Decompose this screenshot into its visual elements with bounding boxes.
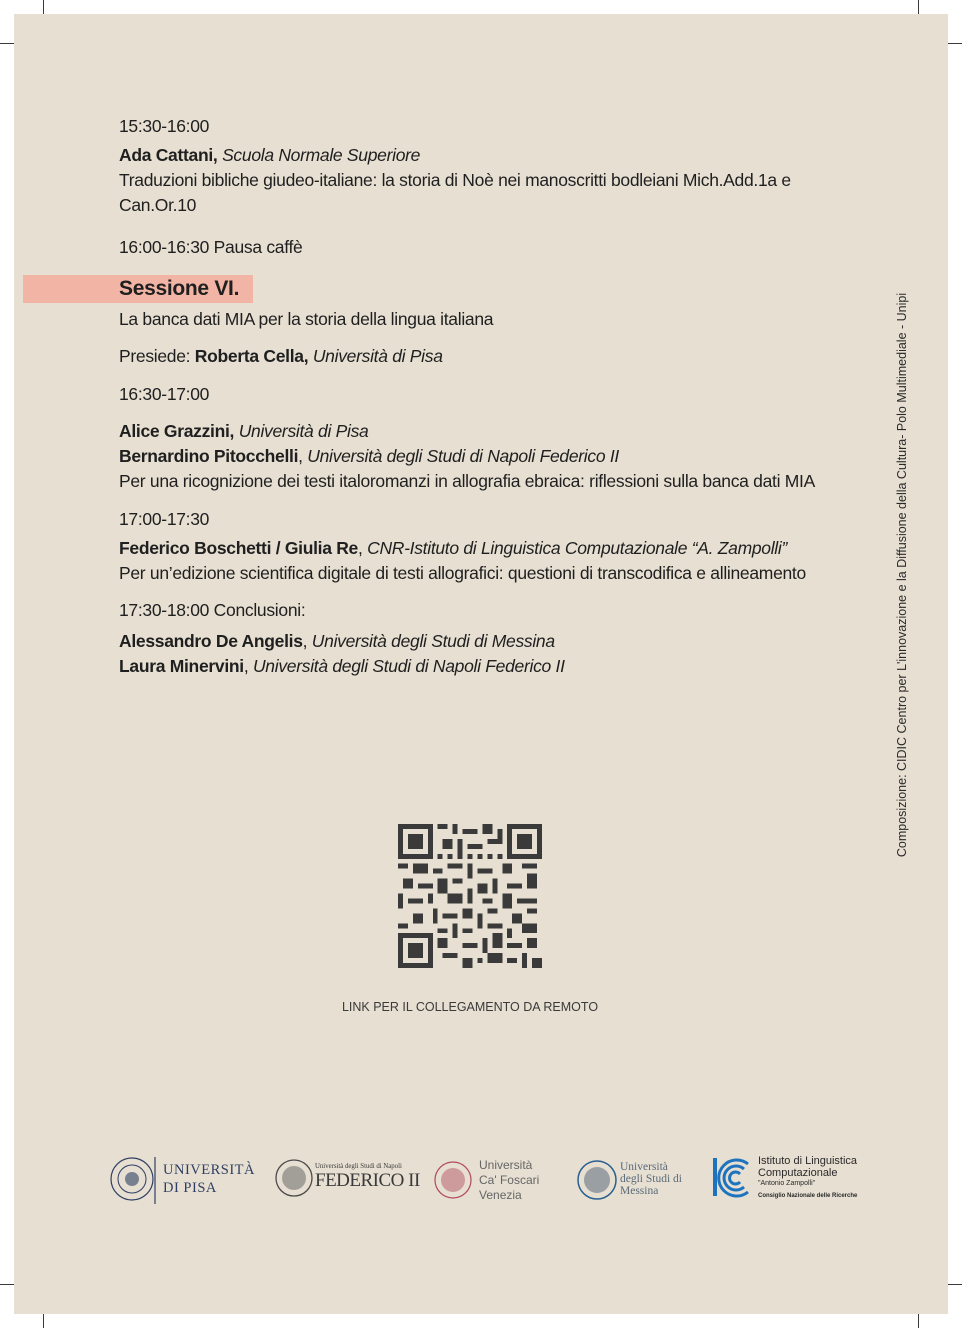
session-title: Sessione VI. (119, 277, 240, 300)
universita-di-pisa-logo (108, 1150, 258, 1210)
foscari-seal-icon (433, 1160, 473, 1200)
universita-di-messina-logo (576, 1150, 696, 1210)
messina-seal-icon (576, 1159, 618, 1201)
separator: , (298, 446, 303, 466)
messina-line3: Messina (620, 1185, 659, 1197)
speaker-name: Alice Grazzini, (119, 421, 235, 441)
separator: , (302, 631, 308, 651)
ilc-line3: "Antonio Zampolli" (758, 1180, 816, 1187)
chair-affiliation: Università di Pisa (312, 346, 443, 366)
speaker-affiliation: Università degli Studi di Napoli Federico II (307, 446, 619, 466)
ilc-cnr-logo (712, 1150, 862, 1210)
session-chair (119, 344, 443, 369)
messina-line2: degli Studi di (620, 1173, 682, 1185)
speaker-line (119, 444, 619, 469)
federico-big-text: FEDERICO II (315, 1170, 420, 1191)
pisa-name-line1: UNIVERSITÀ (163, 1162, 255, 1178)
federico-small-text: Università degli Studi di Napoli (315, 1163, 402, 1170)
ilc-line4: Consiglio Nazionale delle Ricerche (758, 1193, 858, 1199)
talk-title: Traduzioni bibliche giudeo-italiane: la storia di Noè nei manoscritti bodleiani Mich.Add.1a e (119, 170, 791, 190)
talk-title: Per una ricognizione dei testi italoromanzi in allografia ebraica: riflessioni sulla banca dati MIA (119, 471, 815, 491)
speaker-line (119, 536, 787, 561)
pisa-seal-icon (110, 1154, 158, 1204)
time-slot: 17:00-17:30 (119, 509, 210, 529)
talk-title: Per un’edizione scientifica digitale di testi allografici: questioni di transcodifica e allineamento (119, 563, 806, 583)
foscari-line2: Ca' Foscari (479, 1173, 540, 1187)
foscari-line1: Università (479, 1158, 533, 1172)
ca-foscari-logo (433, 1150, 543, 1210)
session-subtitle: La banca dati MIA per la storia della lingua italiana (119, 309, 494, 329)
time-slot: 17:30-18:00 Conclusioni: (119, 600, 306, 620)
pisa-name-line2: DI PISA (163, 1180, 217, 1196)
speaker-affiliation: Università degli Studi di Napoli Federico II (252, 656, 565, 676)
qr-caption: LINK PER IL COLLEGAMENTO DA REMOTO (341, 1000, 599, 1014)
separator: , (243, 656, 249, 676)
side-credit-text: Composizione: CIDIC Centro per L'innovazione e la Diffusione della Cultura- Polo Multimediale - Unipi (895, 292, 909, 858)
speaker-name: Federico Boschetti / Giulia Re (119, 538, 358, 558)
chair-name: Roberta Cella, (194, 346, 309, 366)
messina-line1: Università (620, 1161, 668, 1173)
chair-label: Presiede: (119, 346, 191, 366)
time-slot: 16:30-17:00 (119, 384, 210, 404)
speaker-name: Alessandro De Angelis (119, 631, 303, 651)
speaker-name: Ada Cattani, (119, 145, 218, 165)
speaker-line (119, 143, 420, 168)
speaker-affiliation: Università degli Studi di Messina (311, 631, 555, 651)
talk-title: Can.Or.10 (119, 195, 197, 215)
break-slot: 16:00-16:30 Pausa caffè (119, 237, 303, 257)
federico-ii-logo (274, 1150, 420, 1210)
speaker-affiliation: Università di Pisa (238, 421, 369, 441)
speaker-affiliation: Scuola Normale Superiore (222, 145, 421, 165)
speaker-affiliation: CNR-Istituto di Linguistica Computazionale “A. Zampolli” (367, 538, 788, 558)
ilc-line1: Istituto di Linguistica (758, 1155, 858, 1167)
speaker-line (119, 419, 368, 444)
speaker-name: Laura Minervini (119, 656, 244, 676)
time-slot: 15:30-16:00 (119, 116, 210, 136)
separator: , (357, 538, 363, 558)
speaker-name: Bernardino Pitocchelli (119, 446, 299, 466)
ilc-icon (712, 1156, 752, 1202)
ilc-line2: Computazionale (758, 1167, 838, 1179)
federico-seal-icon (275, 1158, 313, 1198)
speaker-line (119, 629, 555, 654)
speaker-line (119, 654, 565, 679)
qr-code[interactable] (398, 824, 542, 968)
foscari-line3: Venezia (479, 1188, 522, 1202)
